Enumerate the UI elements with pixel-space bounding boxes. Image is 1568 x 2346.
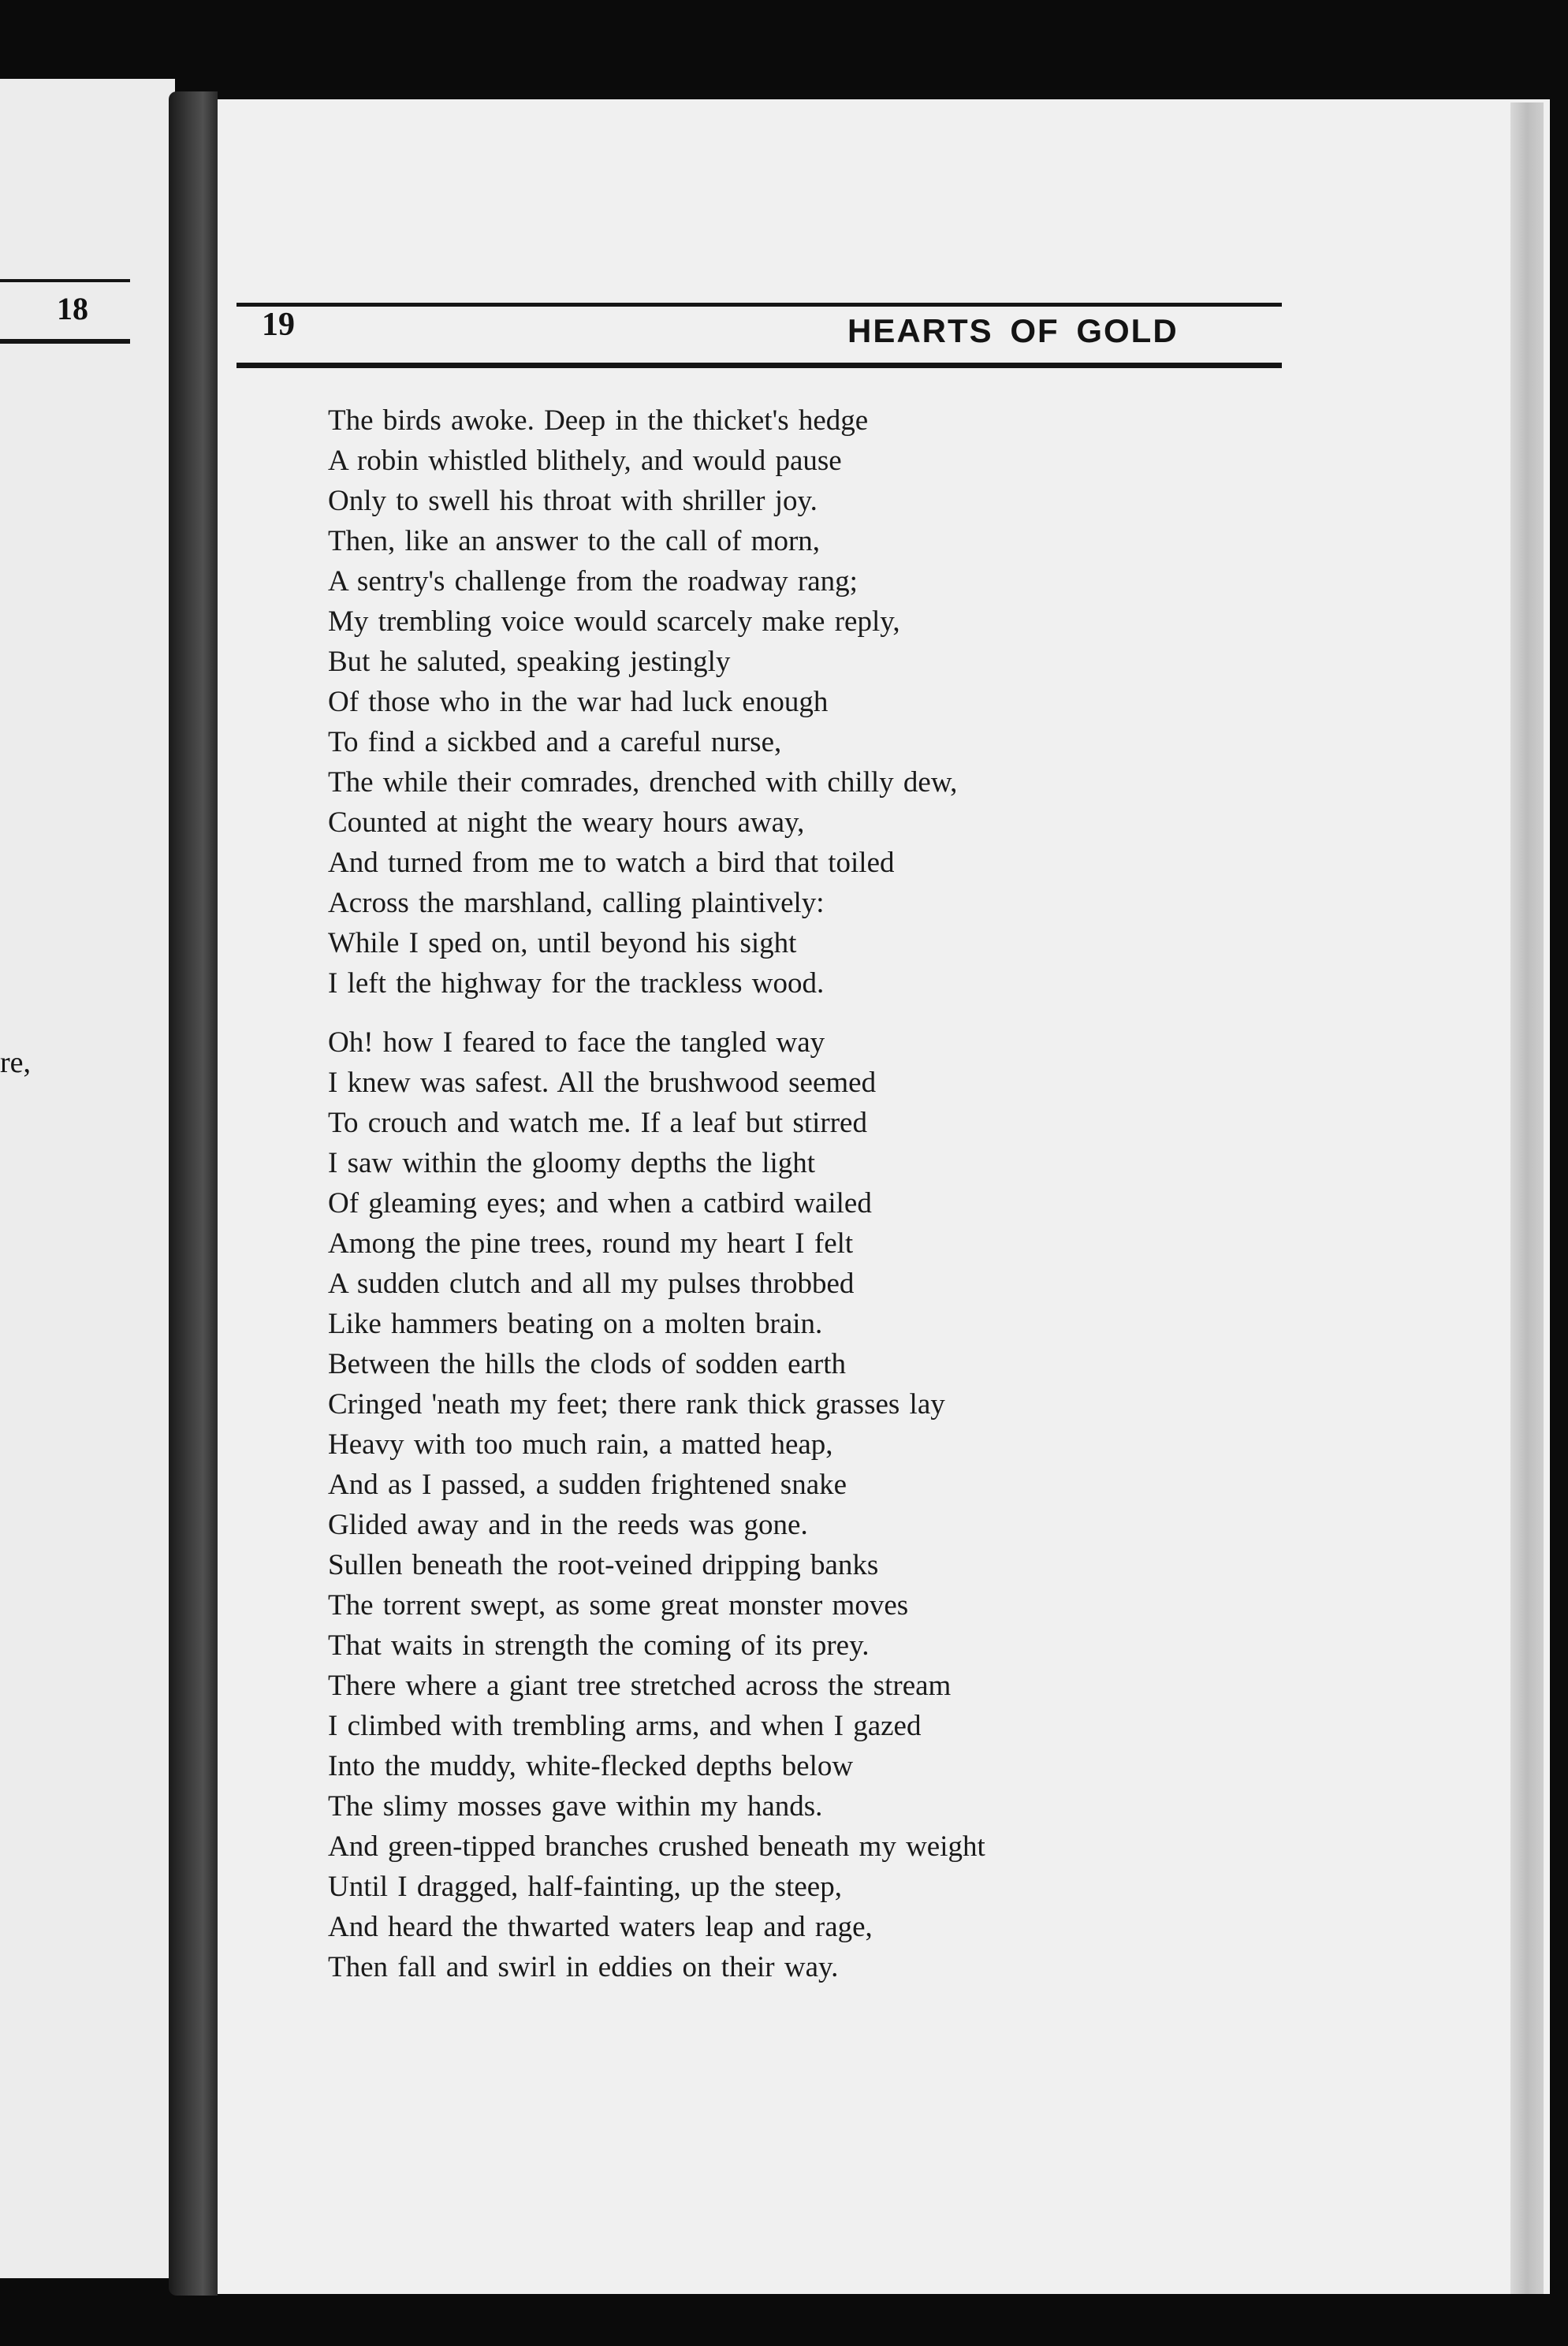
poem-line: While I sped on, until beyond his sight: [328, 927, 797, 959]
poem-line: A sudden clutch and all my pulses throbbed: [328, 1268, 855, 1300]
poem-line: Oh! how I feared to face the tangled way: [328, 1026, 825, 1059]
page-edge: [1510, 102, 1544, 2294]
poem-line: To find a sickbed and a careful nurse,: [328, 726, 782, 758]
poem-line: And heard the thwarted waters leap and rage,: [328, 1911, 873, 1943]
poem-line: Between the hills the clods of sodden earth: [328, 1348, 847, 1380]
previous-page-header-rule-bottom: [0, 339, 130, 344]
poem-text: [328, 400, 1258, 1987]
poem-line: A sentry's challenge from the roadway rang;: [328, 565, 858, 598]
poem-line: I climbed with trembling arms, and when I gazed: [328, 1710, 922, 1742]
poem-line: Counted at night the weary hours away,: [328, 806, 805, 839]
poem-line: Cringed 'neath my feet; there rank thick grasses lay: [328, 1388, 945, 1421]
book-spine: [169, 91, 218, 2296]
previous-page-text-fragment: re,: [0, 1046, 32, 1079]
poem-line: Until I dragged, half-fainting, up the steep,: [328, 1871, 842, 1903]
poem-line: Into the muddy, white-flecked depths below: [328, 1750, 854, 1782]
poem-line: Like hammers beating on a molten brain.: [328, 1308, 823, 1340]
poem-line: And turned from me to watch a bird that toiled: [328, 847, 895, 879]
poem-line: And as I passed, a sudden frightened snake: [328, 1469, 847, 1501]
running-title: HEARTS OF GOLD: [847, 312, 1179, 349]
poem-line: There where a giant tree stretched across the stream: [328, 1670, 952, 1702]
poem-line: I left the highway for the trackless wood.: [328, 967, 825, 1000]
poem-line: The slimy mosses gave within my hands.: [328, 1790, 823, 1823]
poem-line: The torrent swept, as some great monster moves: [328, 1589, 909, 1622]
header-rule-bottom: [237, 363, 1282, 368]
poem-line: Across the marshland, calling plaintively:: [328, 887, 825, 919]
poem-line: Only to swell his throat with shriller joy.: [328, 485, 818, 517]
poem-line: To crouch and watch me. If a leaf but stirred: [328, 1107, 867, 1139]
poem-line: Heavy with too much rain, a matted heap,: [328, 1428, 833, 1461]
stanza: [328, 400, 1258, 1004]
header-rule-top: [237, 303, 1282, 307]
previous-page-number: 18: [57, 291, 88, 326]
poem-line: Of those who in the war had luck enough: [328, 686, 829, 718]
page-number: 19: [262, 307, 295, 343]
poem-line: The birds awoke. Deep in the thicket's hedge: [328, 404, 869, 437]
poem-line: Of gleaming eyes; and when a catbird wailed: [328, 1187, 872, 1220]
poem-line: And green-tipped branches crushed beneath my weight: [328, 1830, 985, 1863]
poem-line: My trembling voice would scarcely make reply,: [328, 605, 900, 638]
poem-line: The while their comrades, drenched with chilly dew,: [328, 766, 958, 799]
poem-line: A robin whistled blithely, and would pause: [328, 445, 842, 477]
stanza: [328, 1022, 1258, 1987]
poem-line: But he saluted, speaking jestingly: [328, 646, 731, 678]
poem-line: I knew was safest. All the brushwood seemed: [328, 1067, 877, 1099]
poem-line: That waits in strength the coming of its prey.: [328, 1629, 870, 1662]
poem-line: Then, like an answer to the call of morn,: [328, 525, 821, 557]
poem-line: Glided away and in the reeds was gone.: [328, 1509, 808, 1541]
poem-line: Sullen beneath the root-veined dripping banks: [328, 1549, 879, 1581]
previous-page-header-rule-top: [0, 279, 130, 282]
poem-line: Then fall and swirl in eddies on their way.: [328, 1951, 839, 1983]
poem-line: I saw within the gloomy depths the light: [328, 1147, 816, 1179]
previous-page: [0, 79, 175, 2278]
poem-line: Among the pine trees, round my heart I felt: [328, 1227, 854, 1260]
